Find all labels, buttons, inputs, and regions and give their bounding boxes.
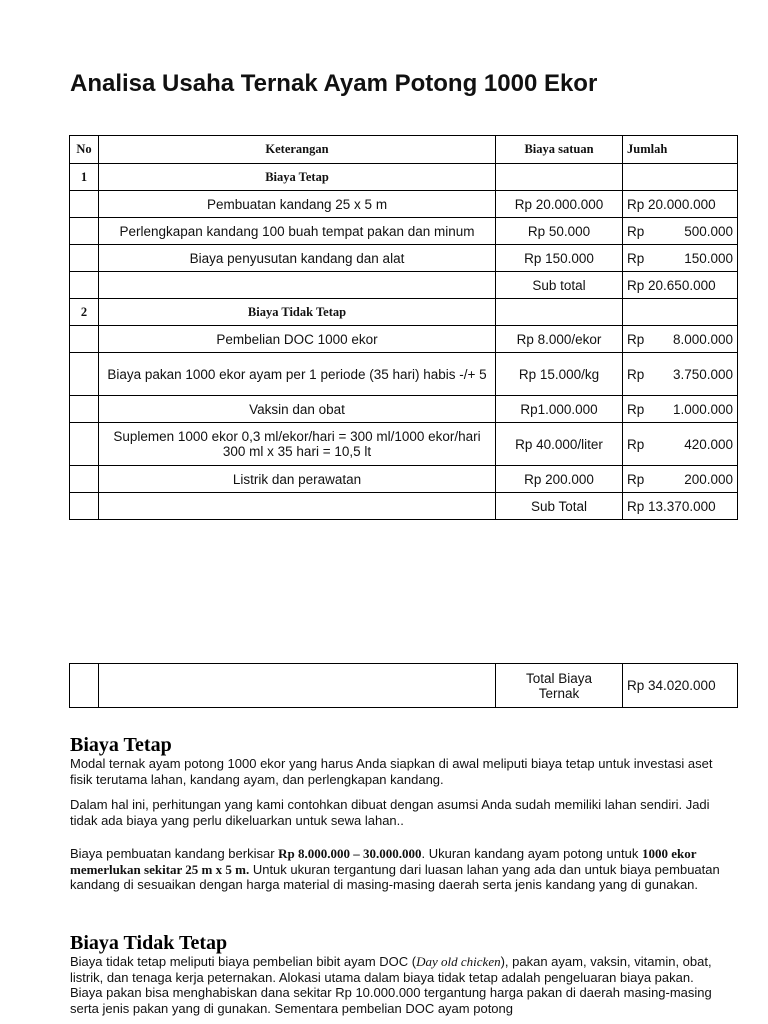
table-row: [70, 299, 738, 326]
item-label: Pembelian DOC 1000 ekor: [99, 326, 496, 353]
item-label: Listrik dan perawatan: [99, 466, 496, 493]
paragraph: Biaya pembuatan kandang berkisar Rp 8.000.000 – 30.000.000. Ukuran kandang ayam potong untuk 1000 ekor memerlukan sekitar 25 m x 5 m. Untuk ukuran tergantung dari luasan lahan yang ada dan untuk biaya pembuatan kandang di sesuaikan dengan harga material di masing-masing daerah serta jenis kandang yang di gunakan.: [70, 846, 720, 892]
item-label: Perlengkapan kandang 100 buah tempat pakan dan minum: [99, 218, 496, 245]
table-row: [70, 466, 738, 493]
table-row: [70, 191, 738, 218]
subtotal-row: [70, 493, 738, 520]
item-amount: Rp 3.750.000: [623, 353, 738, 396]
item-amount: Rp 420.000: [623, 423, 738, 466]
subtotal-amount: Rp 13.370.000: [623, 493, 738, 520]
item-label: Biaya pakan 1000 ekor ayam per 1 periode (35 hari) habis -/+ 5: [99, 353, 496, 396]
table-row: [70, 218, 738, 245]
table-row: [70, 245, 738, 272]
item-amount: Rp 1.000.000: [623, 396, 738, 423]
paragraph: Modal ternak ayam potong 1000 ekor yang harus Anda siapkan di awal meliputi biaya tetap untuk investasi aset fisik terutama lahan, kandang ayam, dan perlengkapan kandang.: [70, 756, 713, 787]
table-header-row: [70, 136, 738, 164]
item-amount: Rp 200.000: [623, 466, 738, 493]
item-label: Vaksin dan obat: [99, 396, 496, 423]
item-label: Biaya penyusutan kandang dan alat: [99, 245, 496, 272]
total-table: [69, 663, 738, 708]
table-row: [70, 164, 738, 191]
section-label: Biaya Tetap: [99, 164, 496, 191]
item-unit-cost: Rp 8.000/ekor: [496, 326, 623, 353]
item-unit-cost: Rp 20.000.000: [496, 191, 623, 218]
item-amount: Rp 8.000.000: [623, 326, 738, 353]
total-label: Total Biaya Ternak: [496, 664, 623, 708]
item-unit-cost: Rp 200.000: [496, 466, 623, 493]
paragraph: Dalam hal ini, perhitungan yang kami contohkan dibuat dengan asumsi Anda sudah memiliki lahan sendiri. Jadi tidak ada biaya yang perlu dikeluarkan untuk sewa lahan..: [70, 797, 710, 828]
item-unit-cost: Rp 15.000/kg: [496, 353, 623, 396]
paragraph: Biaya pakan bisa menghabiskan dana sekitar Rp 10.000.000 tergantung harga pakan di daerah masing-masing serta jenis pakan yang di gunakan. Sementara pembelian DOC ayam potong: [70, 985, 712, 1016]
item-label: Pembuatan kandang 25 x 5 m: [99, 191, 496, 218]
item-unit-cost: Rp1.000.000: [496, 396, 623, 423]
subtotal-label: Sub Total: [496, 493, 623, 520]
cost-table: [69, 135, 738, 520]
header-biaya-satuan: Biaya satuan: [496, 136, 623, 164]
header-jumlah: Jumlah: [623, 136, 738, 164]
section-number: 2: [70, 299, 99, 326]
item-amount: Rp 500.000: [623, 218, 738, 245]
section-label: Biaya Tidak Tetap: [99, 299, 496, 326]
subtotal-amount: Rp 20.650.000: [623, 272, 738, 299]
table-row: [70, 396, 738, 423]
section-heading: Biaya Tidak Tetap: [70, 932, 228, 954]
section-heading: Biaya Tetap: [70, 734, 172, 756]
header-no: No: [70, 136, 99, 164]
item-unit-cost: Rp 50.000: [496, 218, 623, 245]
subtotal-row: [70, 272, 738, 299]
item-amount: Rp 150.000: [623, 245, 738, 272]
paragraph: Biaya tidak tetap meliputi biaya pembelian bibit ayam DOC (Day old chicken), pakan ayam, vaksin, vitamin, obat, listrik, dan tenaga kerja peternakan. Alokasi utama dalam biaya tidak tetap adalah pengeluaran biaya pakan.: [70, 954, 712, 985]
table-row: [70, 353, 738, 396]
table-row: [70, 326, 738, 353]
table-row: [70, 423, 738, 466]
item-unit-cost: Rp 150.000: [496, 245, 623, 272]
total-amount: Rp 34.020.000: [623, 664, 738, 708]
section-number: 1: [70, 164, 99, 191]
item-label: Suplemen 1000 ekor 0,3 ml/ekor/hari = 300 ml/1000 ekor/hari 300 ml x 35 hari = 10,5 lt: [99, 423, 496, 466]
total-row: [70, 664, 738, 708]
header-keterangan: Keterangan: [99, 136, 496, 164]
item-amount: Rp 20.000.000: [623, 191, 738, 218]
subtotal-label: Sub total: [496, 272, 623, 299]
biaya-tetap-section: [70, 734, 730, 893]
biaya-tidak-tetap-section: [70, 932, 730, 1016]
page-title: Analisa Usaha Ternak Ayam Potong 1000 Ekor: [70, 70, 598, 97]
item-unit-cost: Rp 40.000/liter: [496, 423, 623, 466]
